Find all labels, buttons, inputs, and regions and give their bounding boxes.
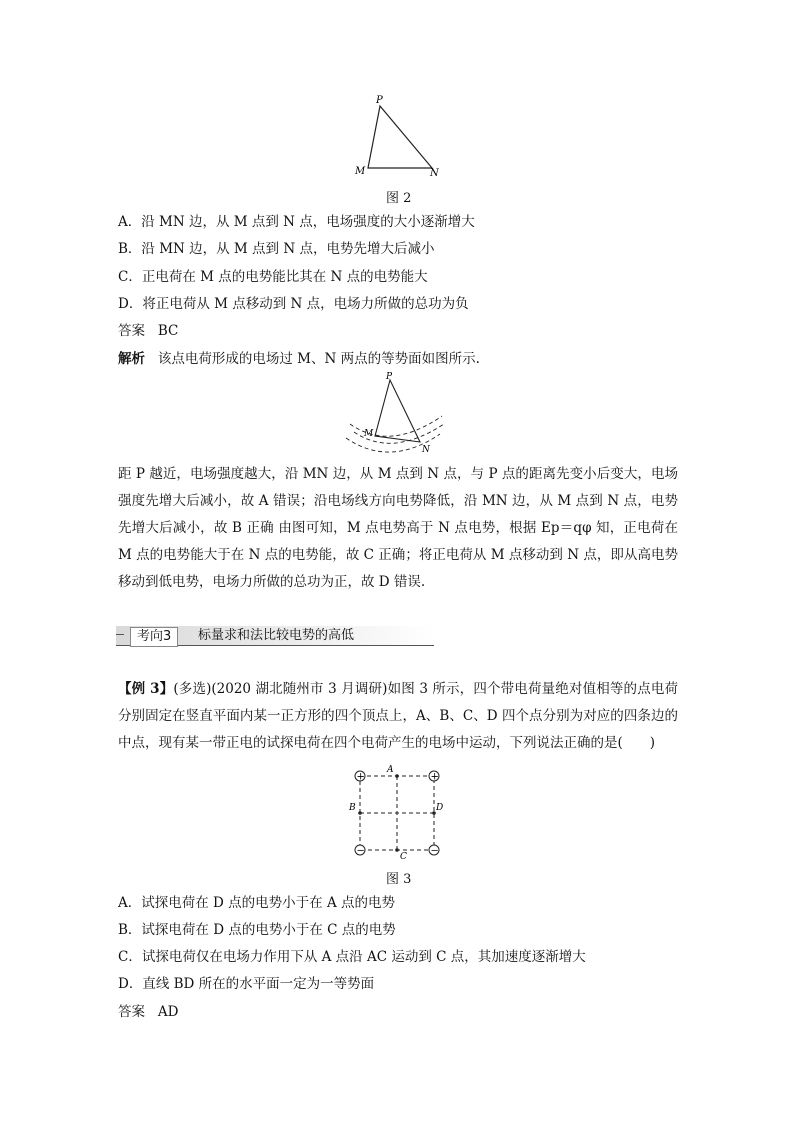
example3-tag: 【例 3】 <box>118 681 174 697</box>
q2-option-c: C．正电荷在 M 点的电势能比其在 N 点的电势能大 <box>118 269 428 285</box>
q2-option-d: D．将正电荷从 M 点移动到 N 点，电场力所做的总功为负 <box>118 296 469 312</box>
q2-analysis-intro <box>118 350 480 368</box>
charge-top-left <box>355 771 365 783</box>
fig2-label-p: P <box>376 95 383 106</box>
analysis-label-m: M <box>364 429 374 439</box>
q2-analysis-body: 距 P 越近，电场强度越大，沿 MN 边，从 M 点到 N 点，与 P 点的距离先变小后变大，电场强度先增大后减小，故 A 错误；沿电场线方向电势降低，沿 MN 边，从 M 点到 N 点，电势先增大后减小，故 B 正确 由图可知，M 点电势高于 N 点电势，根据 Ep＝qφ 知，正电荷在 M 点的电势能大于在 N 点的电势能，故 C 正确；将正电荷从 M 点移动到 N 点，即从高电势移动到低电势，电场力所做的总功为正，故 D 错误. <box>118 466 678 590</box>
q2-answer-label: 答案 <box>118 323 145 339</box>
charge-bottom-right <box>429 845 439 857</box>
q2-analysis-label: 解析 <box>118 351 145 367</box>
point-c <box>395 848 399 852</box>
q2-answer-value: BC <box>157 323 179 339</box>
ex3-option-a: A．试探电荷在 D 点的电势小于在 A 点的电势 <box>118 895 395 911</box>
ex3-option-b: B．试探电荷在 D 点的电势小于在 C 点的电势 <box>118 922 396 938</box>
q2-answer <box>118 322 178 340</box>
fig2-label-m: M <box>355 166 366 177</box>
svg-text:+: + <box>430 771 439 783</box>
q2-option-b: B．沿 MN 边，从 M 点到 N 点，电势先增大后减小 <box>118 241 435 257</box>
ex3-option-d: D．直线 BD 所在的水平面一定为一等势面 <box>118 976 375 992</box>
analysis-label-p: P <box>386 372 393 382</box>
svg-text:−: − <box>430 845 439 857</box>
figure-2-caption: 图 2 <box>386 191 412 206</box>
ex3-answer-value: AD <box>157 1004 179 1020</box>
example3-stem <box>118 676 678 757</box>
fig3-label-a: A <box>387 765 394 775</box>
fig3-label-c: C <box>400 852 407 860</box>
ex3-answer-label: 答案 <box>118 1004 145 1020</box>
section-badge: 考向3 <box>130 627 178 647</box>
fig2-label-n: N <box>430 168 439 179</box>
figure-3-caption: 图 3 <box>386 872 412 887</box>
section-title: 标量求和法比较电势的高低 <box>198 628 355 643</box>
q2-analysis-intro-text: 该点电荷形成的电场过 M、N 两点的等势面如图所示. <box>157 351 480 367</box>
analysis-label-n: N <box>422 445 430 455</box>
charge-bottom-left <box>355 845 365 857</box>
ex3-option-c: C．试探电荷仅在电场力作用下从 A 点沿 AC 运动到 C 点，其加速度逐渐增大 <box>118 949 586 965</box>
point-a <box>395 774 399 778</box>
example3-stem-text: (多选)(2020 湖北随州市 3 月调研)如图 3 所示，四个带电荷量绝对值相等的点电荷分别固定在竖直平面内某一正方形的四个顶点上，A、B、C、D 四个点分别为对应的四条边的中点，现有某一带正电的试探电荷在四个电荷产生的电场中运动，下列说法正确的是( ) <box>118 681 679 751</box>
svg-text:+: + <box>356 771 365 783</box>
charge-top-right <box>429 771 439 783</box>
figure-3-square <box>340 760 452 860</box>
fig3-label-d: D <box>436 803 444 813</box>
svg-text:−: − <box>356 845 365 857</box>
q2-option-a: A．沿 MN 边，从 M 点到 N 点，电场强度的大小逐渐增大 <box>118 214 475 230</box>
figure-2-triangle <box>350 92 450 182</box>
analysis-figure-equipotential <box>340 372 450 458</box>
section-header-tick <box>116 634 124 635</box>
section-header <box>116 626 434 646</box>
fig3-label-b: B <box>349 803 356 813</box>
point-b <box>358 811 362 815</box>
ex3-answer <box>118 1003 178 1021</box>
